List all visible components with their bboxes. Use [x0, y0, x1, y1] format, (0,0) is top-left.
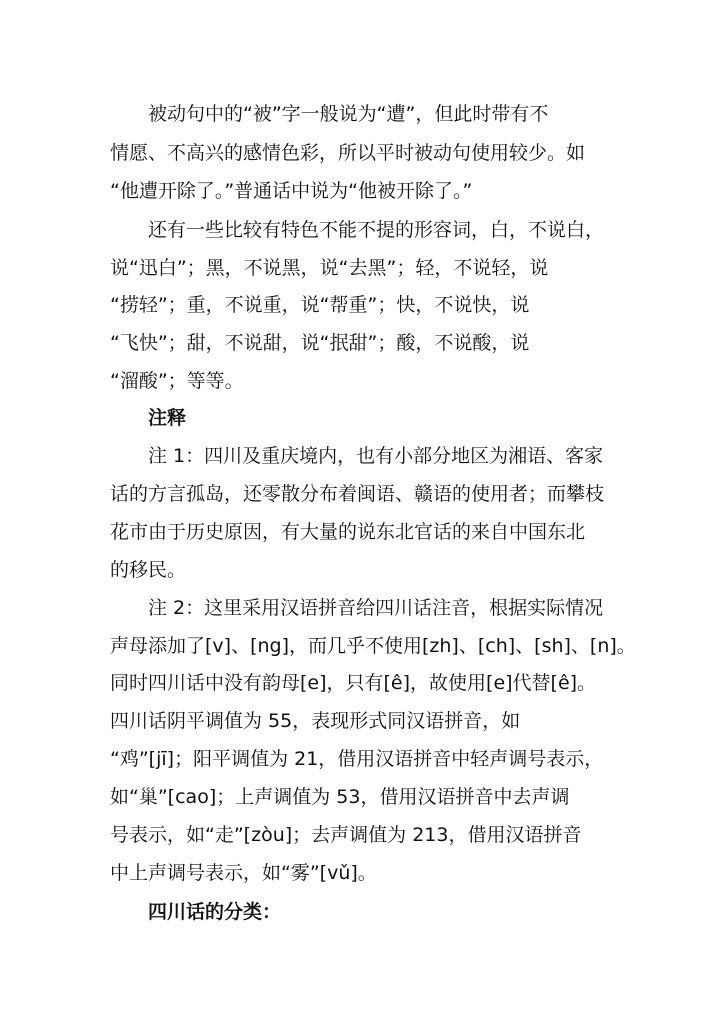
- paragraph-line: 的移民。: [110, 559, 187, 581]
- paragraph-line: 四川话阴平调值为 55，表现形式同汉语拼音，如: [110, 710, 521, 732]
- paragraph-line: 中上声调号表示，如“雾”[vǔ]。: [110, 862, 377, 884]
- section-heading-notes: 注释: [110, 407, 187, 429]
- paragraph-line: 被动句中的“被”字一般说为“遭”，但此时带有不: [110, 103, 549, 125]
- paragraph-line: 还有一些比较有特色不能不提的形容词，白，不说白，: [110, 219, 605, 241]
- paragraph-line: 花市由于历史原因，有大量的说东北官话的来自中国东北: [110, 521, 586, 543]
- paragraph-line: “鸡”[jī]；阳平调值为 21，借用汉语拼音中轻声调号表示，: [110, 748, 604, 770]
- paragraph-line: 注 2：这里采用汉语拼音给四川话注音，根据实际情况: [110, 597, 604, 619]
- paragraph-line: “捞轻”；重，不说重，说“帮重”；快，不说快，说: [110, 294, 530, 316]
- section-heading-classification: 四川话的分类：: [110, 901, 282, 923]
- paragraph-line: 号表示，如“走”[zòu]；去声调值为 213，借用汉语拼音: [110, 824, 582, 846]
- paragraph-line: 话的方言孤岛，还零散分布着闽语、赣语的使用者；而攀枝: [110, 483, 605, 505]
- paragraph-line: 说“迅白”；黑，不说黑，说“去黑”；轻，不说轻，说: [110, 257, 549, 279]
- paragraph-line: 声母添加了[v]、[ng]，而几乎不使用[zh]、[ch]、[sh]、[n]。: [110, 635, 636, 657]
- paragraph-line: “溜酸”；等等。: [110, 370, 244, 392]
- paragraph-line: 情愿、不高兴的感情色彩，所以平时被动句使用较少。如: [110, 142, 586, 164]
- paragraph-line: 同时四川话中没有韵母[e]，只有[ê]，故使用[e]代替[ê]。: [110, 672, 597, 694]
- paragraph-line: 注 1：四川及重庆境内，也有小部分地区为湘语、客家: [110, 445, 604, 467]
- paragraph-line: 如“巢”[cao]；上声调值为 53，借用汉语拼音中去声调: [110, 786, 570, 808]
- paragraph-line: “他遭开除了。”普通话中说为“他被开除了。”: [110, 180, 473, 202]
- paragraph-line: “飞快”；甜，不说甜，说“抿甜”；酸，不说酸，说: [110, 332, 530, 354]
